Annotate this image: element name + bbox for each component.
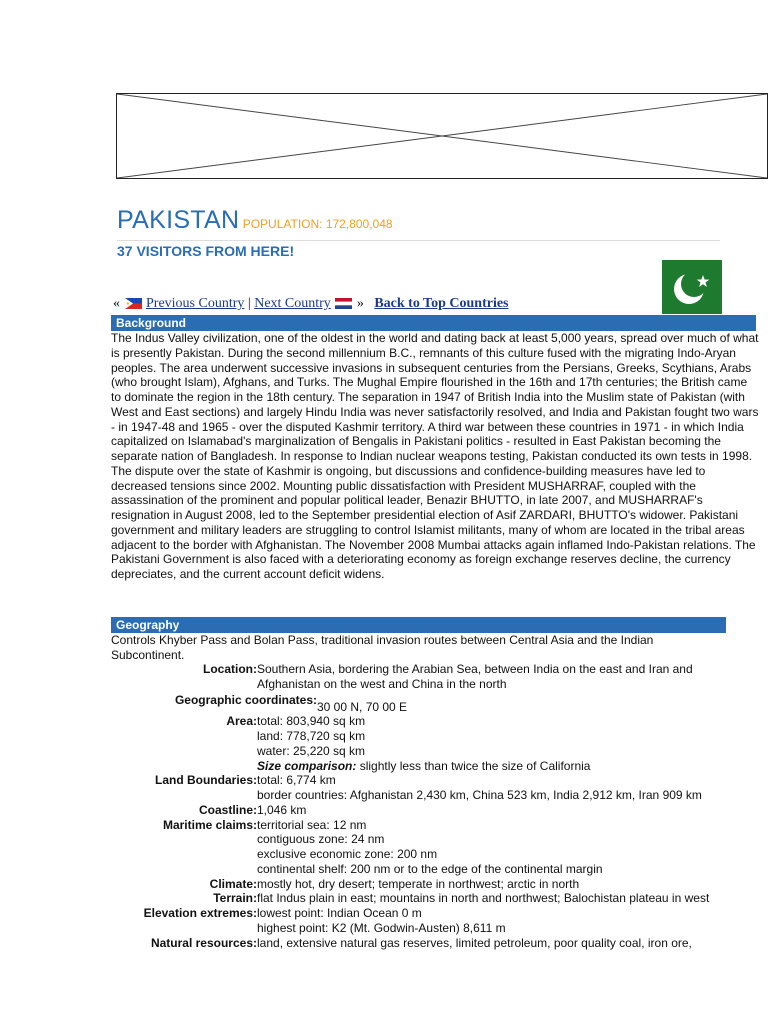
population-value: 172,800,048 [325,217,393,231]
fact-row-coordinates [111,693,731,715]
fact-row-area [111,714,731,773]
maritime-shelf: continental shelf: 200 nm or to the edge of the continental margin [257,861,603,876]
land-boundaries-border: border countries: Afghanistan 2,430 km, China 523 km, India 2,912 km, Iran 909 km [257,788,702,802]
size-comparison [257,759,731,774]
resources-label: Natural resources: [150,935,257,950]
fact-row-resources [111,936,731,951]
fact-row-land-boundaries [111,773,731,803]
page-title [117,206,393,235]
nav-open-quote: « [113,296,120,311]
nav-separator: | [247,296,251,311]
maritime-value [257,818,731,877]
philippines-flag-icon [125,298,142,309]
land-boundaries-label: Land Boundaries: [154,773,257,788]
fact-row-coastline [111,803,731,818]
climate-label: Climate: [209,876,257,891]
maritime-territorial: territorial sea: 12 nm [257,817,367,832]
back-to-top-countries-link[interactable]: Back to Top Countries [374,296,509,311]
coordinates-value: 30 00 N, 70 00 E [317,699,408,714]
elevation-highest: highest point: K2 (Mt. Godwin-Austen) 8,611 m [257,920,506,935]
background-heading: Background [111,315,756,331]
land-boundaries-total: total: 6,774 km [257,773,336,788]
location-value: Southern Asia, bordering the Arabian Sea, between India on the east and Iran and Afghanistan on the west and China in the north [257,662,693,691]
country-navigation [113,296,509,312]
maritime-contiguous: contiguous zone: 24 nm [257,832,385,847]
elevation-value [257,906,731,936]
fact-row-elevation [111,906,731,936]
maritime-label: Maritime claims: [162,817,257,832]
resources-value: land, extensive natural gas reserves, limited petroleum, poor quality coal, iron ore, [257,935,692,950]
broken-image-icon [117,94,767,178]
elevation-label: Elevation extremes: [143,906,257,920]
size-comparison-value: slightly less than twice the size of California [356,758,591,773]
geography-facts [111,662,731,950]
fact-row-climate [111,877,731,892]
next-country-link[interactable]: Next Country [254,296,331,311]
population-label: POPULATION: [242,217,323,231]
area-label: Area: [226,714,257,729]
previous-country-link[interactable]: Previous Country [146,296,245,311]
fact-row-location [111,662,731,692]
elevation-lowest: lowest point: Indian Ocean 0 m [257,906,422,920]
netherlands-flag-icon [335,298,352,309]
climate-value: mostly hot, dry desert; temperate in northwest; arctic in north [257,876,580,891]
area-total: total: 803,940 sq km [257,714,366,729]
banner-ad-placeholder[interactable] [116,93,768,179]
visitor-count: 37 VISITORS FROM HERE! [117,243,295,259]
size-comparison-label: Size comparison: [257,758,357,773]
fact-row-terrain [111,891,731,906]
geography-heading: Geography [111,617,726,633]
location-label: Location: [203,662,257,676]
coastline-label: Coastline: [198,802,257,817]
area-water: water: 25,220 sq km [257,743,366,758]
area-land: land: 778,720 sq km [257,729,366,743]
terrain-value: flat Indus plain in east; mountains in north and northwest; Balochistan plateau in west [257,891,710,906]
pakistan-flag-icon [642,260,722,314]
area-value [257,714,731,773]
maritime-eez: exclusive economic zone: 200 nm [257,847,438,861]
terrain-label: Terrain: [213,891,257,906]
land-boundaries-value [257,773,731,803]
coastline-value: 1,046 km [257,802,307,817]
country-name: PAKISTAN [117,206,240,234]
fact-row-maritime [111,818,731,877]
coordinates-label: Geographic coordinates: [174,692,317,707]
title-divider [117,240,720,241]
nav-close-quote: » [356,296,364,311]
geography-intro: Controls Khyber Pass and Bolan Pass, traditional invasion routes between Central Asia and the Indian Subcontinent. [111,633,654,662]
background-text: The Indus Valley civilization, one of the oldest in the world and dating back at least 5,000 years, spread over much of what is presently Pakistan. During the second millennium B.C., remnants of this culture fused with the migrating Indo-Aryan peoples. The area underwent successive invasions in subsequent centuries from the Persians, Greeks, Scythians, Arabs (who brought Islam), Afghans, and Turks. The Mughal Empire flourished in the 16th and 17th centuries; the British came to dominate the region in the 18th century. The separation in 1947 of British India into the Muslim state of Pakistan (with West and East sections) and largely Hindu India was never satisfactorily resolved, and India and Pakistan fought two wars - in 1947-48 and 1965 - over the disputed Kashmir territory. A third war between these countries in 1971 - in which India capitalized on Islamabad's marginalization of Bengalis in Pakistani politics - resulted in East Pakistan becoming the separate nation of Bangladesh. In response to Indian nuclear weapons testing, Pakistan conducted its own tests in 1998. The dispute over the state of Kashmir is ongoing, but discussions and confidence-building measures have led to decreased tensions since 2002. Mounting public dissatisfaction with President MUSHARRAF, coupled with the assassination of the prominent and popular political leader, Benazir BHUTTO, in late 2007, and MUSHARRAF's resignation in August 2008, led to the September presidential election of Asif ZARDARI, BHUTTO's widower. Pakistani government and military leaders are struggling to control Islamist militants, many of whom are located in the tribal areas adjacent to the border with Afghanistan. The November 2008 Mumbai attacks again inflamed Indo-Pakistan relations. The Pakistani Government is also faced with a deteriorating economy as foreign exchange reserves decline, the currency depreciates, and the current account deficit widens. [111,331,759,581]
